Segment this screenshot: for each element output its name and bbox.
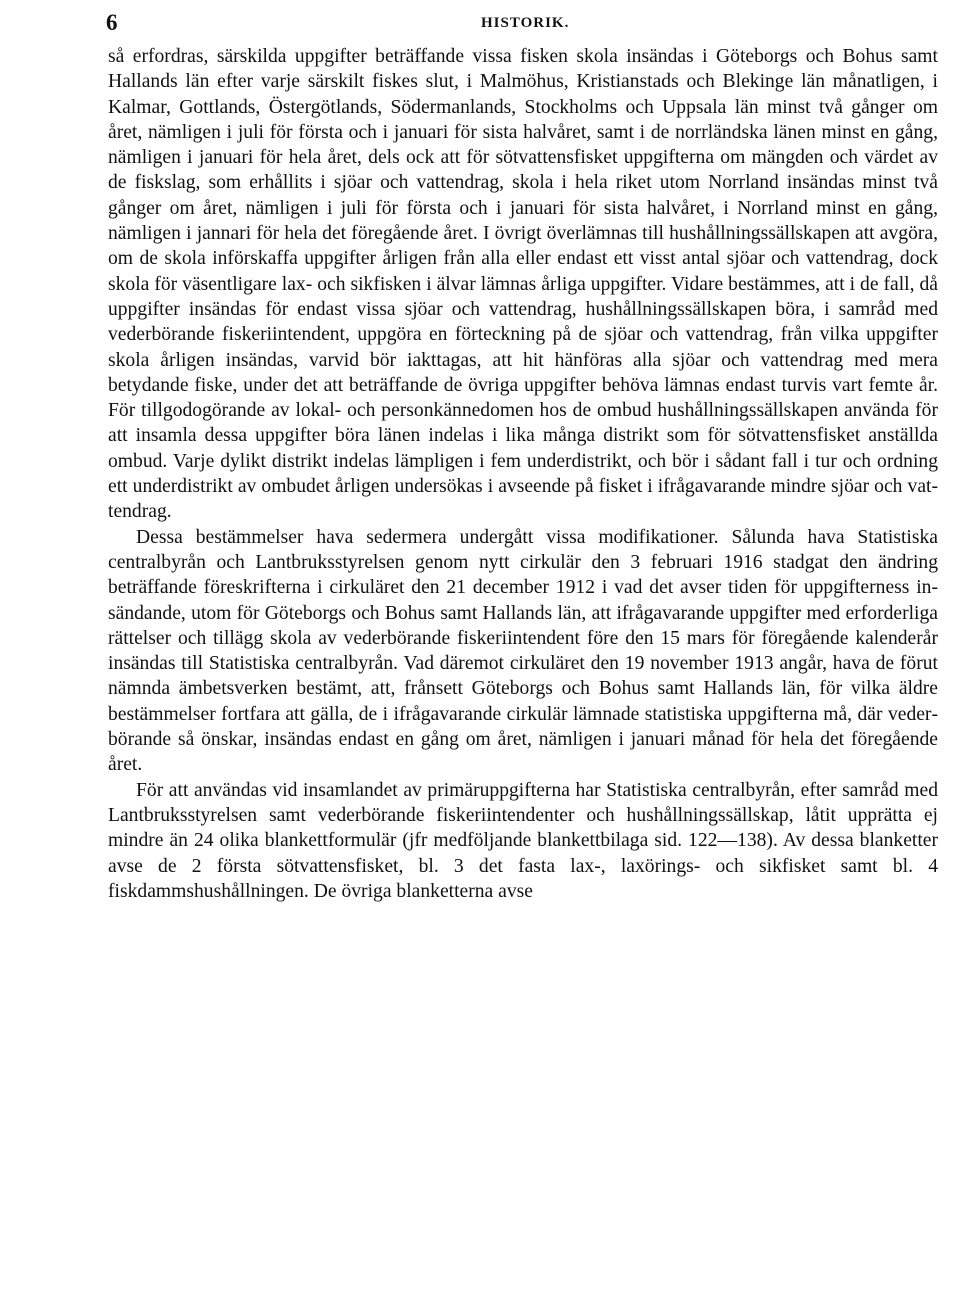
body-text bbox=[108, 44, 938, 904]
section-title: HISTORIK. bbox=[481, 15, 570, 31]
running-head bbox=[108, 6, 938, 40]
paragraph-3: För att användas vid insamlandet av primäruppgifterna har Statistiska centralbyrån, efter samråd med Lantbruksstyrelsen samt vederbörande fiskeriintendenter och hushållningssällskap, låtit upprätta ej mindre än 24 olika blankettformulär (jfr medföljande blankettbilaga sid. 122—138). Av dessa blanketter avse de 2 första sötvattensfisket, bl. 3 det fasta lax-, laxörings- och sikfisket samt bl. 4 fiskdammshushållningen. De övriga blanketterna avse bbox=[108, 779, 938, 902]
paragraph-2: Dessa bestämmelser hava sedermera undergått vissa modifikationer. Sålunda hava Statistiska centralbyrån och Lantbruksstyrelsen genom nytt cirkulär den 3 februari 1916 stadgat den ändring beträffande föreskrifterna i cirkuläret den 21 december 1912 i vad det avser tiden för uppgifterness insändande, utom för Göteborgs och Bohus samt Hallands län, att ifrågavarande uppgifter med erforderliga rättelser och tillägg skola av vederbörande fiskeriintendent före den 15 mars för föregående kalenderår insändas till Statistiska centralbyrån. Vad däremot cirkuläret den 19 november 1913 angår, hava de förut nämnda ämbetsverken bestämt, att, frånsett Göteborgs och Bohus samt Hallands län, för vilka äldre bestämmelser fortfara att gälla, de i ifrågavarande cirkulär lämnade statistiska uppgifterna må, där vederbörande så önskar, insändas endast en gång om året, nämligen i januari månad för hela det föregående året. bbox=[108, 526, 938, 776]
page-number: 6 bbox=[106, 10, 118, 35]
paragraph-1: så erfordras, särskilda uppgifter beträffande vissa fisken skola insändas i Göteborgs och Bohus samt Hallands län efter varje särskilt fiskes slut, i Malmöhus, Kristianstads och Blekinge län månatligen, i Kalmar, Gottlands, Östergötlands, Södermanlands, Stockholms och Uppsala län minst två gånger om året, nämligen i juli för första och i januari för sista halvåret, samt i de norrländska länen minst en gång, nämligen i januari för hela året, dels ock att för sötvattensfisket uppgifterna om mängden och värdet av de fiskslag, som erhållits i sjöar och vattendrag, skola i hela riket utom Norrland insändas minst två gånger om året, nämligen i juli för första och i januari för sista halvåret, i Norrland minst en gång, nämligen i jannari för hela det föregående året. I övrigt överlämnas till hushållningssällskapen att avgöra, om de skola införskaffa uppgifter årligen från alla eller endast ett visst antal sjöar och vattendrag, dock skola för väsentligare lax- och sikfisken i älvar lämnas årliga uppgifter. Vidare bestämmes, att i de fall, då uppgifter insändas för endast vissa sjöar och vattendrag, hushållningssällskapen böra, i samråd med vederbörande fiskeriintendent, uppgöra en förteckning på de sjöar och vattendrag, från vilka uppgifter skola årligen insändas, varvid bör iakttagas, att hit hänföras alla sjöar och vattendrag med mera betydande fiske, under det att beträffande de övriga uppgifter behöva lämnas endast turvis vart femte år. För tillgodogörande av lokal- och personkännedomen hos de ombud hushållningssällskapen använda för att insamla dessa uppgifter böra länen indelas i lika många distrikt som för sötvattensfisket anställda ombud. Varje dylikt distrikt indelas lämpligen i fem underdistrikt, och bör i sådant fall i tur och ordning ett underdistrikt av ombudet årligen undersökas i avseende på fisket i ifrågavarande mindre sjöar och vattendrag. bbox=[108, 46, 938, 523]
